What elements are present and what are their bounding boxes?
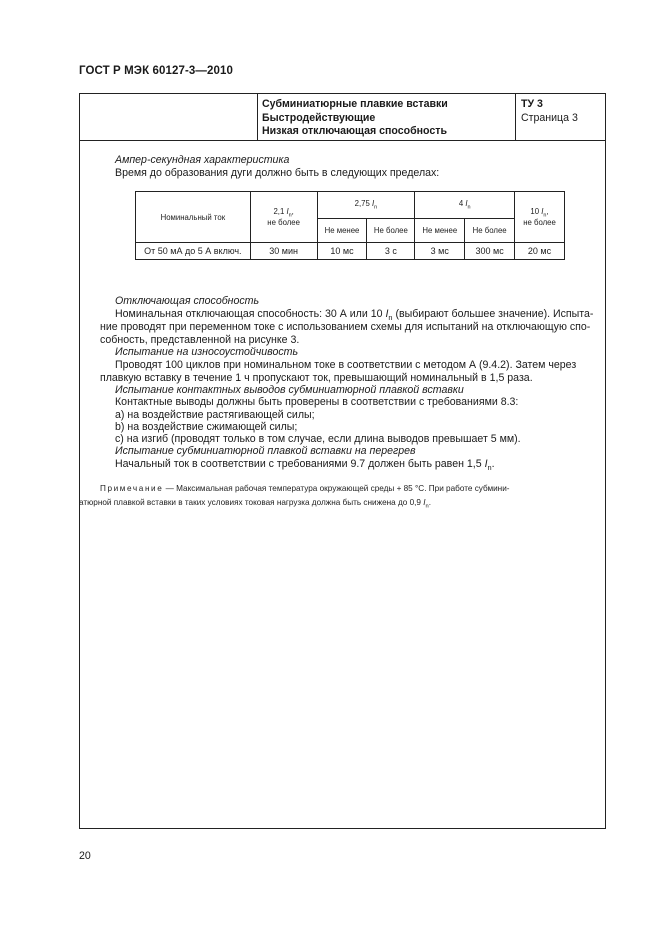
product-title: [262, 98, 512, 139]
sheet-info: [521, 98, 578, 125]
section-leads-item-c: с) на изгиб (проводят только в том случае, если длина выводов превышает 5 мм).: [115, 433, 521, 445]
section-break-line-2: ние проводят при переменном токе с использованием схемы для испытаний на отключающую спо-: [100, 321, 591, 333]
section-amp-heading: Ампер-секундная характеристика: [115, 154, 290, 166]
section-leads-item-a: а) на воздействие растягивающей силы;: [115, 409, 315, 421]
title-block-divider-left: [257, 94, 258, 140]
sheet-code: ТУ 3: [521, 98, 543, 110]
table-row: [136, 243, 565, 260]
subheader-4-max: Не более: [465, 219, 515, 243]
section-wear-line-1: Проводят 100 циклов при номинальном токе в соответствии с методом А (9.4.2). Затем через: [115, 359, 577, 371]
section-leads-heading: Испытание контактных выводов субминиатюрной плавкой вставки: [115, 384, 464, 396]
col-header-2-75-in: 2,75 $I_n$: [317, 192, 415, 219]
note: [79, 482, 606, 514]
section-leads-item-b: b) на воздействие сжимающей силы;: [115, 421, 298, 433]
document-standard-header: ГОСТ Р МЭК 60127-3—2010: [79, 65, 233, 77]
cell-4-max: 300 мс: [465, 243, 515, 260]
col-header-10-note: не более: [523, 218, 556, 228]
col-header-2-1-note: не более: [267, 218, 300, 228]
col-header-4-in: 4 $I_n$: [415, 192, 515, 219]
product-title-line-2: Быстродействующие: [262, 111, 376, 124]
note-line-2: атюрной плавкой вставки в таких условиях токовая нагрузка должна быть снижена до 0,9 $I_n$.: [79, 497, 432, 510]
title-block: [80, 94, 605, 141]
time-current-table: [135, 191, 565, 260]
cell-10-max: 20 мс: [515, 243, 565, 260]
section-break-heading: Отключающая способность: [115, 295, 260, 307]
section-break-line-1: Номинальная отключающая способность: 30 А или 10 $I_n$ (выбирают большее значение). Испыта-: [115, 308, 594, 323]
cell-2-75-max: 3 с: [367, 243, 415, 260]
col-header-10-in: 10 $I_n$, не более: [515, 192, 565, 243]
subheader-2-75-max: Не более: [367, 219, 415, 243]
cell-2-1-max: 30 мин: [250, 243, 317, 260]
product-title-line-1: Субминиатюрные плавкие вставки: [262, 98, 448, 110]
section-amp-intro: Время до образования дуги должно быть в следующих пределах:: [115, 167, 440, 179]
subheader-2-75-min: Не менее: [317, 219, 367, 243]
note-label: Примечание: [100, 484, 164, 493]
note-line-1: — Максимальная рабочая температура окружающей среды + 85 °С. При работе субмини-: [163, 484, 510, 493]
subheader-4-min: Не менее: [415, 219, 465, 243]
col-header-rated-current: Номинальный ток: [136, 192, 251, 243]
section-break-line-3: собность, представленной на рисунке 3.: [100, 334, 300, 346]
section-wear-heading: Испытание на износоустойчивость: [115, 346, 299, 358]
section-leads-line-1: Контактные выводы должны быть проверены в соответствии с требованиями 8.3:: [115, 396, 519, 408]
section-overheat-heading: Испытание субминиатюрной плавкой вставки на перегрев: [115, 445, 416, 457]
section-wear-line-2: плавкую вставку в течение 1 ч пропускают ток, превышающий номинальный в 1,5 раза.: [100, 372, 533, 384]
cell-2-75-min: 10 мс: [317, 243, 367, 260]
page-number: 20: [79, 850, 91, 862]
cell-rated: От 50 мА до 5 А включ.: [136, 243, 251, 260]
section-overheat-line-1: Начальный ток в соответствии с требованиями 9.7 должен быть равен 1,5 $I_n$.: [115, 458, 495, 473]
col-header-2-1-in: 2,1 $I_n$, не более: [250, 192, 317, 243]
cell-4-min: 3 мс: [415, 243, 465, 260]
product-title-line-3: Низкая отключающая способность: [262, 125, 447, 137]
title-block-divider-right: [515, 94, 516, 140]
sheet-page: Страница 3: [521, 111, 578, 124]
